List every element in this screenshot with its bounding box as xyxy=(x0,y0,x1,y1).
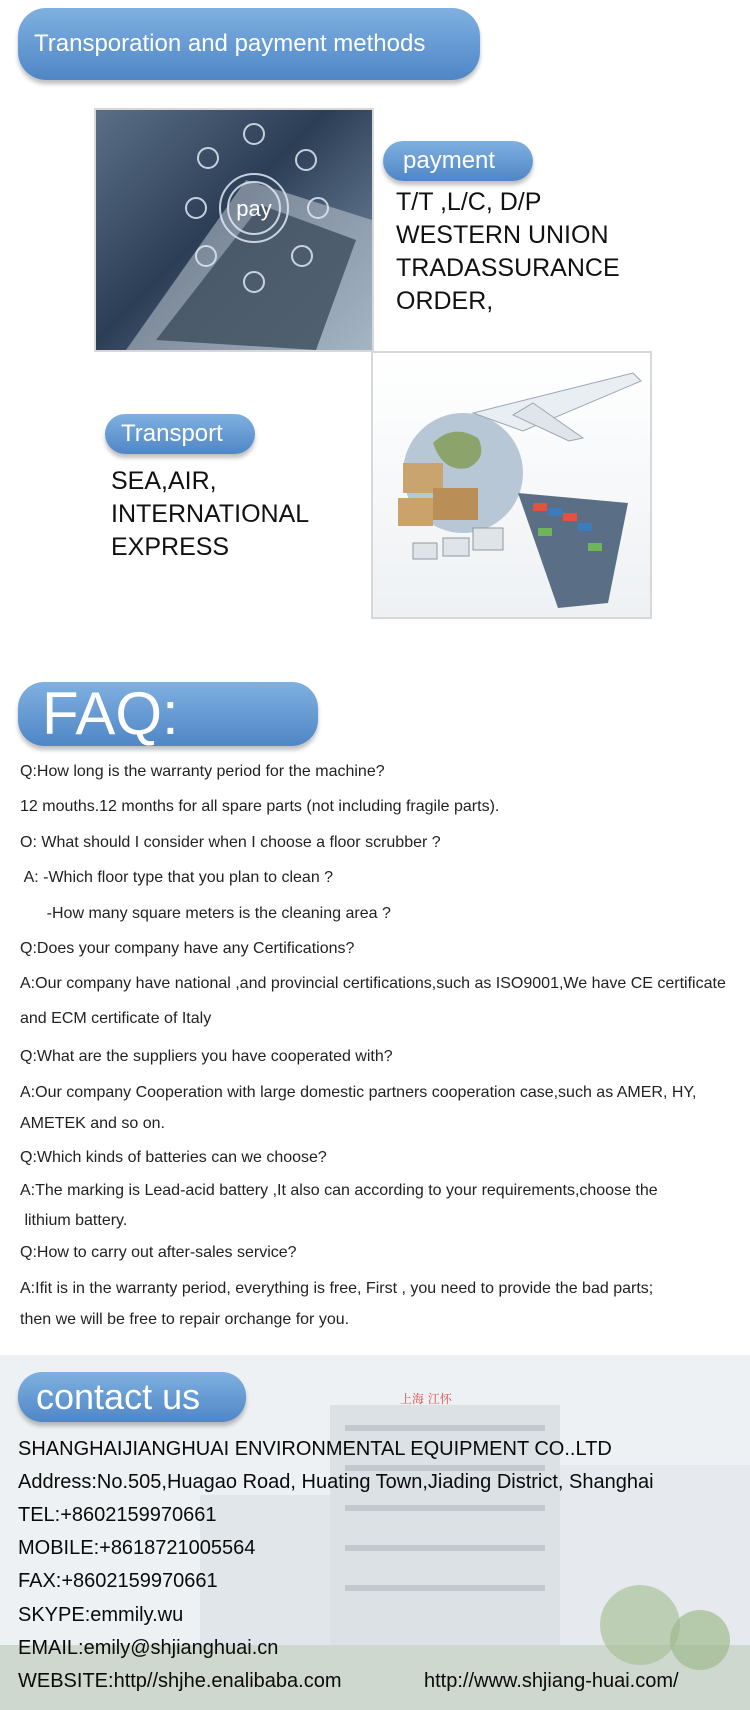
pay-caption: pay xyxy=(236,196,272,221)
faq-line: O: What should I consider when I choose a floor scrubber ? xyxy=(20,834,441,851)
contact-title: contact us xyxy=(18,1372,246,1422)
transport-line: EXPRESS xyxy=(111,533,230,561)
transport-label: Transport xyxy=(105,414,255,454)
faq-line: 12 mouths.12 months for all spare parts (not including fragile parts). xyxy=(20,798,500,815)
faq-line: A:The marking is Lead-acid battery ,It also can according to your requirements,choose the xyxy=(20,1182,658,1199)
faq-line: Q:How to carry out after-sales service? xyxy=(20,1244,297,1261)
website-link-alibaba[interactable]: WEBSITE:http//shjhe.enalibaba.com xyxy=(18,1670,342,1692)
payment-line: WESTERN UNION xyxy=(396,221,609,249)
faq-line: Q:Does your company have any Certifications? xyxy=(20,940,355,957)
company-name: SHANGHAIJIANGHUAI ENVIRONMENTAL EQUIPMENT CO..LTD xyxy=(18,1438,612,1460)
tel-text: TEL:+8602159970661 xyxy=(18,1504,217,1526)
transport-methods-text xyxy=(111,465,309,564)
transport-image xyxy=(373,353,650,617)
payment-line: T/T ,L/C, D/P xyxy=(396,188,542,216)
payment-methods-text xyxy=(396,186,620,318)
faq-line: -How many square meters is the cleaning area ? xyxy=(20,905,391,922)
faq-line: Q:Which kinds of batteries can we choose? xyxy=(20,1149,327,1166)
faq-line: then we will be free to repair orchange for you. xyxy=(20,1311,350,1328)
payment-label: payment xyxy=(383,141,533,181)
faq-line: lithium battery. xyxy=(20,1212,128,1229)
faq-line: AMETEK and so on. xyxy=(20,1115,165,1132)
address-text: Address:No.505,Huagao Road, Huating Town,Jiading District, Shanghai xyxy=(18,1471,654,1493)
email-text: EMAIL:emily@shjianghuai.cn xyxy=(18,1637,279,1659)
website-link-main[interactable]: http://www.shjiang-huai.com/ xyxy=(424,1670,679,1692)
transport-line: SEA,AIR, xyxy=(111,467,217,495)
payment-line: TRADASSURANCE xyxy=(396,254,620,282)
mobile-text: MOBILE:+8618721005564 xyxy=(18,1537,256,1559)
fax-text: FAX:+8602159970661 xyxy=(18,1570,218,1592)
skype-text: SKYPE:emmily.wu xyxy=(18,1604,184,1626)
faq-line: Q:How long is the warranty period for the machine? xyxy=(20,763,385,780)
transport-line: INTERNATIONAL xyxy=(111,500,310,528)
plane-ship-illustration xyxy=(373,353,650,617)
faq-line: A: -Which floor type that you plan to clean ? xyxy=(20,869,334,886)
faq-line: A:Ifit is in the warranty period, everything is free, First , you need to provide the bad parts; xyxy=(20,1280,654,1297)
faq-line: Q:What are the suppliers you have cooperated with? xyxy=(20,1048,393,1065)
payment-line: ORDER, xyxy=(396,287,494,315)
laptop-pay-illustration xyxy=(96,110,372,350)
faq-line: and ECM certificate of Italy xyxy=(20,1010,212,1027)
faq-title: FAQ: xyxy=(18,682,318,746)
payment-image xyxy=(96,110,372,350)
faq-line: A:Our company Cooperation with large domestic partners cooperation case,such as AMER, HY, xyxy=(20,1084,697,1101)
faq-line: A:Our company have national ,and provincial certifications,such as ISO9001,We have CE certificate xyxy=(20,975,726,992)
building-sign: 上海 江怀 xyxy=(400,1392,452,1406)
section-title-transport-payment: Transporation and payment methods xyxy=(18,8,480,80)
